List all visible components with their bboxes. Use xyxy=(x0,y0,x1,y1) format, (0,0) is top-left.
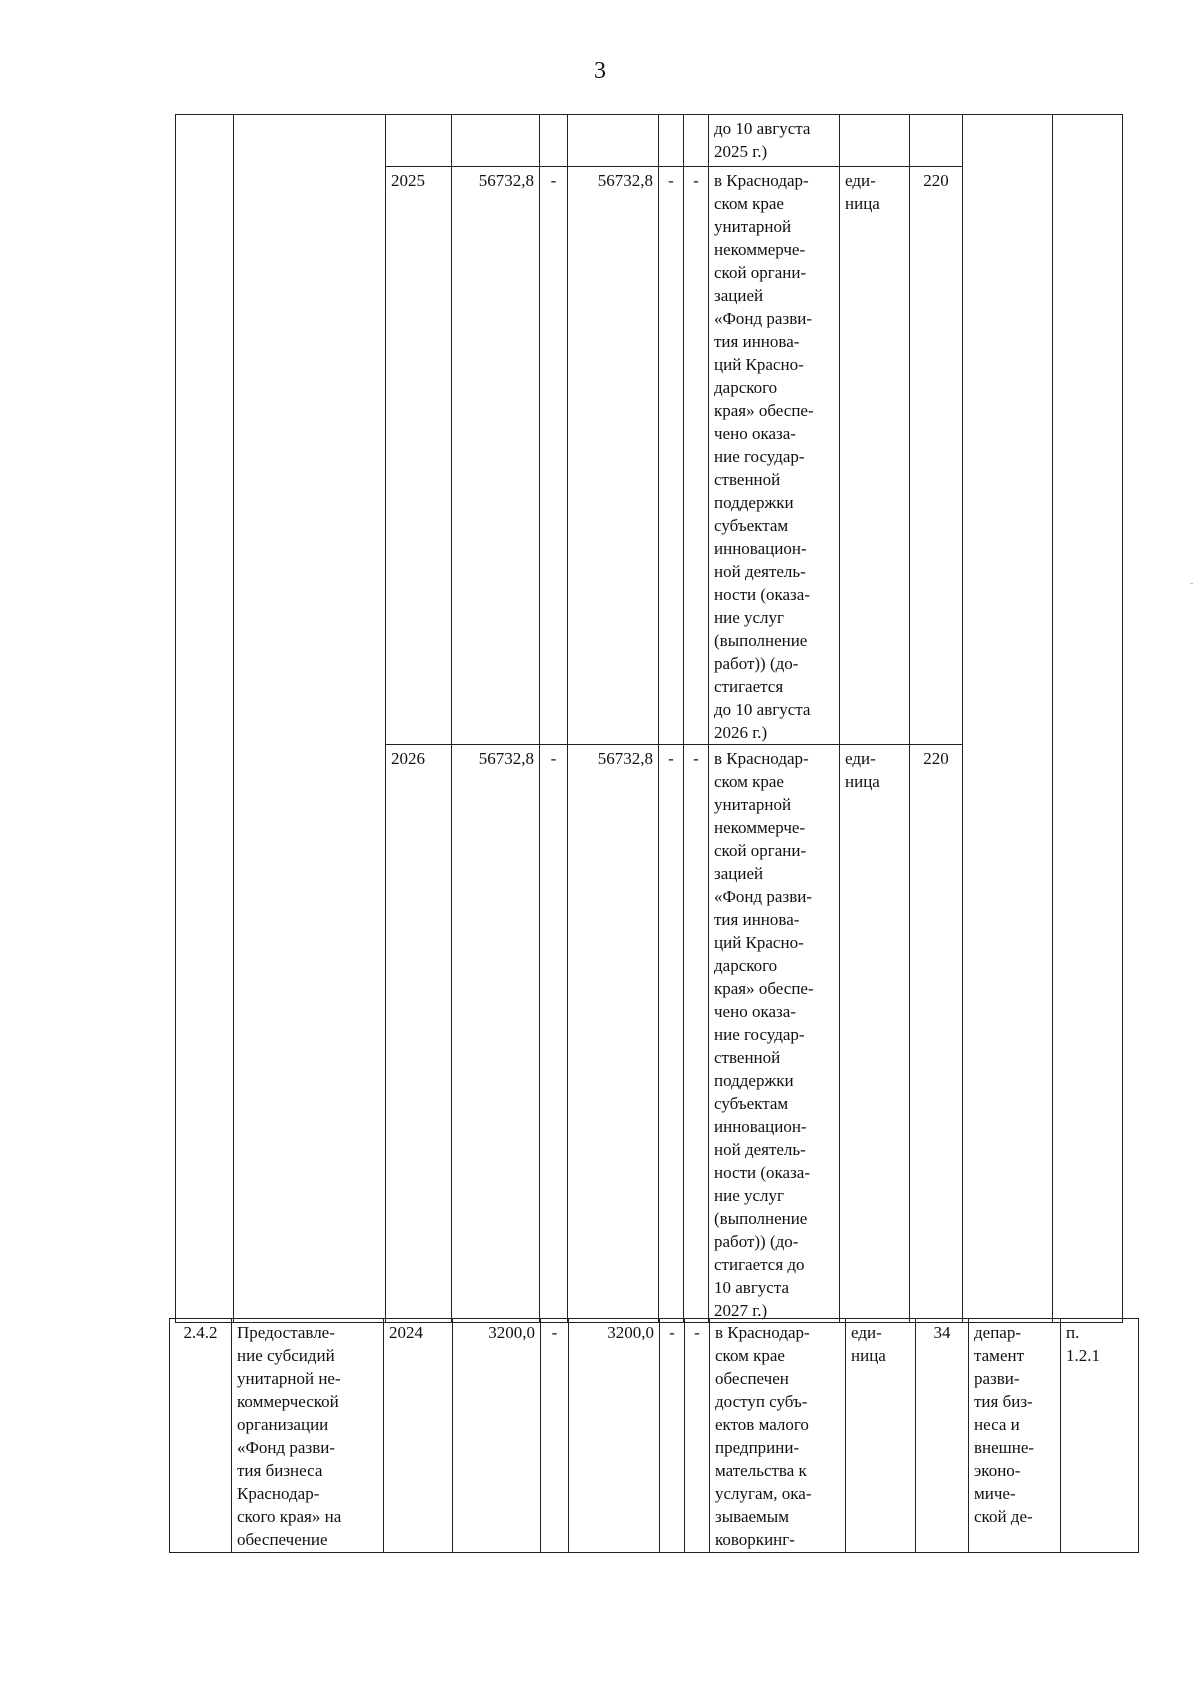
text-line: Краснодар- xyxy=(237,1484,320,1503)
text-line: чено оказа- xyxy=(714,424,796,443)
regional-cell: 56732,8 xyxy=(568,167,659,745)
text-line: ница xyxy=(845,772,880,791)
text-line: мательства к xyxy=(715,1461,807,1480)
reference-text xyxy=(1066,1321,1133,1367)
text-line: тия биз- xyxy=(974,1392,1033,1411)
page-number: 3 xyxy=(594,58,606,84)
text-line: в Краснодар- xyxy=(715,1323,810,1342)
text-line: ница xyxy=(845,194,880,213)
text-line: в Краснодар- xyxy=(714,171,809,190)
text-line: депар- xyxy=(974,1323,1021,1342)
value-cell: 34 xyxy=(916,1319,969,1553)
goal-text xyxy=(715,1321,840,1551)
unit-cell xyxy=(846,1319,916,1553)
text-line: еди- xyxy=(845,171,876,190)
other-cell: - xyxy=(684,745,709,1323)
text-line: ной деятель- xyxy=(714,562,806,581)
text-line: обеспечен xyxy=(715,1369,789,1388)
text-line: неса и xyxy=(974,1415,1020,1434)
local-cell: - xyxy=(660,1319,685,1553)
scan-edge-mark xyxy=(1190,583,1193,584)
text-line: ского края» на xyxy=(237,1507,342,1526)
text-line: некоммерче- xyxy=(714,240,806,259)
text-line: некоммерче- xyxy=(714,818,806,837)
name-cell xyxy=(234,115,386,1323)
text-line: коммерческой xyxy=(237,1392,339,1411)
text-line: тамент xyxy=(974,1346,1025,1365)
text-line: 1.2.1 xyxy=(1066,1346,1100,1365)
reference-cell xyxy=(1061,1319,1139,1553)
text-line: 2027 г.) xyxy=(714,1301,768,1320)
federal-cell: - xyxy=(540,167,568,745)
text-line: инновацион- xyxy=(714,539,807,558)
text-line: ние государ- xyxy=(714,447,805,466)
text-line: доступ субъ- xyxy=(715,1392,808,1411)
measures-table-continued xyxy=(175,114,1123,1323)
text-line: чено оказа- xyxy=(714,1002,796,1021)
text-line: миче- xyxy=(974,1484,1016,1503)
number-cell: 2.4.2 xyxy=(170,1319,232,1553)
text-line: (выполнение xyxy=(714,1209,808,1228)
text-line: Предоставле- xyxy=(237,1323,335,1342)
text-line: поддержки xyxy=(714,493,794,512)
other-cell: - xyxy=(685,1319,710,1553)
text-line: ций Красно- xyxy=(714,355,804,374)
text-line: разви- xyxy=(974,1369,1020,1388)
reference-cell xyxy=(1053,115,1123,1323)
text-line: края» обеспе- xyxy=(714,979,814,998)
text-line: (выполнение xyxy=(714,631,808,650)
text-line: поддержки xyxy=(714,1071,794,1090)
goal-text xyxy=(714,169,834,744)
goal-text-cell xyxy=(710,1319,846,1553)
measure-name xyxy=(237,1321,378,1551)
goal-text-cell xyxy=(709,115,840,167)
text-line: «Фонд разви- xyxy=(714,309,812,328)
text-line: ском крае xyxy=(715,1346,785,1365)
year-cell: 2025 xyxy=(386,167,452,745)
text-line: стигается до xyxy=(714,1255,805,1274)
text-line: коворкинг- xyxy=(715,1530,795,1549)
text-line: унитарной xyxy=(714,795,792,814)
year-cell: 2024 xyxy=(384,1319,453,1553)
text-line: ной деятель- xyxy=(714,1140,806,1159)
text-line: работ)) (до- xyxy=(714,1232,799,1251)
text-line: зываемым xyxy=(715,1507,789,1526)
text-line: ций Красно- xyxy=(714,933,804,952)
text-line: зацией xyxy=(714,864,764,883)
text-line: ности (оказа- xyxy=(714,1163,810,1182)
regional-cell: 3200,0 xyxy=(569,1319,660,1553)
executor-cell xyxy=(963,115,1053,1323)
total-cell: 3200,0 xyxy=(453,1319,541,1553)
text-line: ности (оказа- xyxy=(714,585,810,604)
text-line: ском крае xyxy=(714,772,784,791)
text-line: до 10 августа xyxy=(714,119,811,138)
goal-text-cell xyxy=(709,167,840,745)
text-line: в Краснодар- xyxy=(714,749,809,768)
text-line: унитарной не- xyxy=(237,1369,341,1388)
goal-text xyxy=(714,747,834,1322)
text-line: субъектам xyxy=(714,1094,789,1113)
text-line: предприни- xyxy=(715,1438,800,1457)
regional-cell: 56732,8 xyxy=(568,745,659,1323)
text-line: дарского xyxy=(714,956,778,975)
unit-cell xyxy=(840,745,910,1323)
year-cell: 2026 xyxy=(386,745,452,1323)
text-line: ском крае xyxy=(714,194,784,213)
text-line: 10 августа xyxy=(714,1278,790,1297)
unit-cell xyxy=(840,167,910,745)
local-cell: - xyxy=(659,745,684,1323)
value-cell: 220 xyxy=(910,167,963,745)
text-line: ектов малого xyxy=(715,1415,809,1434)
goal-text xyxy=(714,117,834,163)
text-line: тия иннова- xyxy=(714,910,800,929)
text-line: организации xyxy=(237,1415,329,1434)
text-line: ственной xyxy=(714,470,781,489)
text-line: инновацион- xyxy=(714,1117,807,1136)
text-line: края» обеспе- xyxy=(714,401,814,420)
table-row xyxy=(170,1319,1139,1553)
text-line: 2026 г.) xyxy=(714,723,768,742)
unit-text xyxy=(845,169,904,215)
text-line: ственной xyxy=(714,1048,781,1067)
unit-text xyxy=(851,1321,910,1367)
local-cell: - xyxy=(659,167,684,745)
value-cell: 220 xyxy=(910,745,963,1323)
text-line: обеспечение xyxy=(237,1530,328,1549)
other-cell: - xyxy=(684,167,709,745)
text-line: работ)) (до- xyxy=(714,654,799,673)
unit-text xyxy=(845,747,904,793)
table-row xyxy=(176,115,1123,167)
text-line: унитарной xyxy=(714,217,792,236)
text-line: «Фонд разви- xyxy=(237,1438,335,1457)
text-line: дарского xyxy=(714,378,778,397)
number-cell xyxy=(176,115,234,1323)
text-line: внешне- xyxy=(974,1438,1035,1457)
federal-cell: - xyxy=(540,745,568,1323)
text-line: ской органи- xyxy=(714,841,807,860)
text-line: до 10 августа xyxy=(714,700,811,719)
text-line: ние субсидий xyxy=(237,1346,335,1365)
text-line: субъектам xyxy=(714,516,789,535)
goal-text-cell xyxy=(709,745,840,1323)
text-line: ской де- xyxy=(974,1507,1033,1526)
text-line: «Фонд разви- xyxy=(714,887,812,906)
text-line: 2025 г.) xyxy=(714,142,768,161)
text-line: тия бизнеса xyxy=(237,1461,323,1480)
total-cell: 56732,8 xyxy=(452,745,540,1323)
text-line: тия иннова- xyxy=(714,332,800,351)
measures-table-item-2-4-2 xyxy=(169,1318,1139,1553)
text-line: ние услуг xyxy=(714,1186,784,1205)
text-line: услугам, ока- xyxy=(715,1484,812,1503)
executor-cell xyxy=(969,1319,1061,1553)
text-line: ние услуг xyxy=(714,608,784,627)
text-line: ние государ- xyxy=(714,1025,805,1044)
text-line: стигается xyxy=(714,677,784,696)
text-line: зацией xyxy=(714,286,764,305)
text-line: еди- xyxy=(845,749,876,768)
name-cell xyxy=(232,1319,384,1553)
executor-text xyxy=(974,1321,1055,1528)
total-cell: 56732,8 xyxy=(452,167,540,745)
federal-cell: - xyxy=(541,1319,569,1553)
text-line: п. xyxy=(1066,1323,1080,1342)
text-line: ница xyxy=(851,1346,886,1365)
text-line: еди- xyxy=(851,1323,882,1342)
text-line: эконо- xyxy=(974,1461,1021,1480)
text-line: ской органи- xyxy=(714,263,807,282)
